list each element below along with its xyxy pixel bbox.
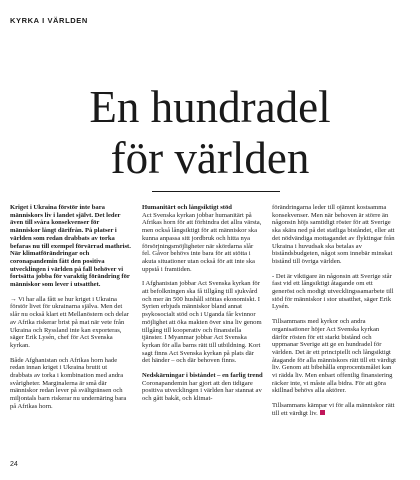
closing-text: Tillsammans kämpar vi för alla människor rätt till ett värdigt liv. — [272, 402, 395, 417]
subheading: Humanitärt och långsiktigt stöd — [142, 204, 232, 211]
body-paragraph: Tillsammans med kyrkor och andra organisationer höjer Act Svenska kyrkan därför rösten för ett starkt bistånd och uppmanar Sverige att ge en hundradel för världen. Det är ett principiellt och långsiktigt åtagande för alla människors rätt till ett värdigt liv. Genom att bibehålla enprocentsmålet kan vi rädda liv. Men enbart offentlig finansiering räcker inte, vi måste alla bidra. För att göra skillnad behövs alla aktörer. — [272, 318, 396, 395]
headline-line-2: för världen — [110, 133, 310, 183]
lead-paragraph: Kriget i Ukraina förstör inte bara människors liv i landet självt. Det leder även till svåra konsekvenser för människor långt därifrån. På platser i världen som redan drabbats av torka befaras nu till exempel förvärrad mathrist. När klimatförändringar och coronapandemin fått den positiva utvecklingen i världen på fall behöver vi fortsätta jobba för varaktig förändring för människor som lever i utsatthet. — [10, 204, 131, 289]
section-label: KYRKA I VÄRLDEN — [10, 16, 88, 25]
body-paragraph: Coronapandemin har gjort att den tidigare positiva utvecklingen i världen har stannat av och gått bakåt, och klimat- — [142, 379, 262, 403]
end-mark-icon — [320, 410, 325, 415]
column-2 — [142, 204, 263, 410]
body-paragraph: - Det är viktigare än någonsin att Sverige står fast vid ett långsiktigt åtagande om ett generöst och modigt utvecklingssamarbete till stöd för människor i stor utsatthet, säger Erik Lysén. — [272, 272, 394, 311]
body-paragraph: Act Svenska kyrkan jobbar humanitärt på Afrikas horn för att förhindra det allra värsta, men också långsiktigt för att människor ska kunna anpassa sitt jordbruk och hitta nya försörjningsmöjligheter när skördarna slår fel. Gåvor behövs inte bara för att stötta i akuta situationer utan också för att inte ska uppstå i framtiden. — [142, 211, 262, 273]
subheading: Nedskärningar i biståndet – en farlig trend — [142, 372, 263, 380]
body-paragraph: Både Afghanistan och Afrikas horn hade redan innan kriget i Ukraina brutit ut drabbats av torka i kombination med andra svårigheter. Marginalerna är små där människor redan lever på svältgränsen och miljontals barn riskerar nu undernäring bara på Afrikas horn. — [10, 356, 127, 410]
page-number: 24 — [10, 461, 18, 468]
body-paragraph: I Afghanistan jobbar Act Svenska kyrkan för att befolkningen ska få tillgång till sjukvård och mer än 500 hushåll stöttas ekonomiskt. I Syrien erbjuds människor bland annat psykosocialt stöd och i Uganda får kvinnor möjlighet att öka makten över sina liv genom tillgång till kooperativ och finansiella tjänster. I Myanmar jobbar Act Svenska kyrkan för alla barns rätt till utbildning. Kort sagt finns Act Svenska kyrkan på plats där det händer – och där behoven finns. — [142, 280, 262, 365]
headline-rule — [152, 191, 280, 192]
body-paragraph: förändringarna leder till ojämnt kostsamma konsekvenser. Men när behoven är större än någonsin höjs samtidigt röster för att Sverige ska skära ned på det statliga biståndet, eller att det nödvändiga mottagandet av flyktingar från Ukraina i huvudsak ska betalas av biståndsbudgeten, något som innebär minskat bistånd till övriga världen. — [272, 204, 395, 265]
column-1 — [10, 204, 131, 418]
article-headline — [0, 82, 420, 184]
body-paragraph: → Vi har alla fått se hur kriget i Ukraina förstör livet för ukrainarna själva. Men det slår nu också klart ett Mellanöstern och delar av Afrika riskerar brist på mat när vete från Ukraina och Ryssland inte kan exporteras, säger Erik Lysén, chef för Act Svenska kyrkan. — [10, 295, 129, 349]
headline-line-1: En hundradel — [89, 82, 331, 132]
closing-paragraph — [272, 402, 396, 417]
column-3 — [272, 204, 396, 425]
